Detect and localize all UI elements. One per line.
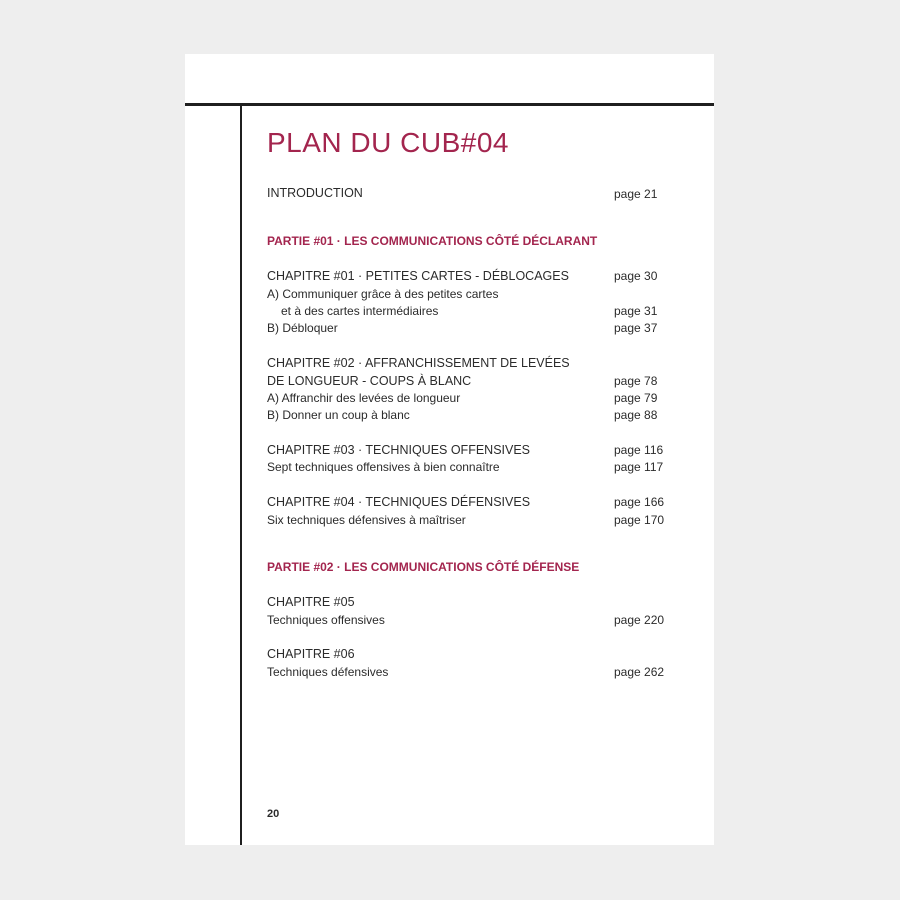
left-rule (240, 103, 242, 845)
page-title: PLAN DU CUB#04 (267, 127, 509, 158)
chapter-2-section-a-page: page 79 (614, 391, 658, 405)
chapter-3-subtitle: Sept techniques offensives à bien connaître (267, 460, 500, 474)
chapter-2-section-b-page: page 88 (614, 408, 658, 422)
chapter-6-subtitle: Techniques défensives (267, 665, 389, 679)
chapter-2-section-b: B) Donner un coup à blanc (267, 408, 410, 422)
chapter-5-title: CHAPITRE #05 (267, 595, 355, 609)
page-number: 20 (267, 808, 280, 820)
chapter-2-title-line1: CHAPITRE #02 · AFFRANCHISSEMENT DE LEVÉES (267, 356, 570, 370)
chapter-1-section-b: B) Débloquer (267, 321, 338, 335)
chapter-3-subtitle-page: page 117 (614, 460, 664, 474)
chapter-4-title: CHAPITRE #04 · TECHNIQUES DÉFENSIVES (267, 495, 531, 509)
chapter-3-page: page 116 (614, 443, 664, 457)
chapter-4-subtitle-page: page 170 (614, 513, 665, 527)
chapter-4-page: page 166 (614, 495, 665, 509)
chapter-2-section-a: A) Affranchir des levées de longueur (267, 391, 461, 405)
chapter-5-subtitle-page: page 220 (614, 613, 665, 627)
part-2-heading: PARTIE #02 · LES COMMUNICATIONS CÔTÉ DÉFENSE (267, 560, 580, 574)
chapter-3-title: CHAPITRE #03 · TECHNIQUES OFFENSIVES (267, 443, 531, 457)
toc-introduction: INTRODUCTION (267, 186, 363, 200)
chapter-1-section-a-page: page 31 (614, 304, 658, 318)
toc-introduction-page: page 21 (614, 187, 658, 201)
chapter-2-page: page 78 (614, 374, 658, 388)
chapter-1-section-a-cont: et à des cartes intermédiaires (281, 304, 439, 318)
chapter-1-title: CHAPITRE #01 · PETITES CARTES - DÉBLOCAGES (267, 269, 569, 283)
chapter-1-section-a: A) Communiquer grâce à des petites cartes (267, 287, 499, 301)
chapter-4-subtitle: Six techniques défensives à maîtriser (267, 513, 466, 527)
chapter-2-title-line2: DE LONGUEUR - COUPS À BLANC (267, 374, 472, 388)
chapter-1-section-b-page: page 37 (614, 321, 658, 335)
chapter-5-subtitle: Techniques offensives (267, 613, 385, 627)
chapter-1-page: page 30 (614, 269, 658, 283)
top-rule (185, 103, 714, 106)
part-1-heading: PARTIE #01 · LES COMMUNICATIONS CÔTÉ DÉCLARANT (267, 234, 598, 248)
document-page (185, 54, 714, 845)
chapter-6-title: CHAPITRE #06 (267, 647, 355, 661)
chapter-6-subtitle-page: page 262 (614, 665, 665, 679)
